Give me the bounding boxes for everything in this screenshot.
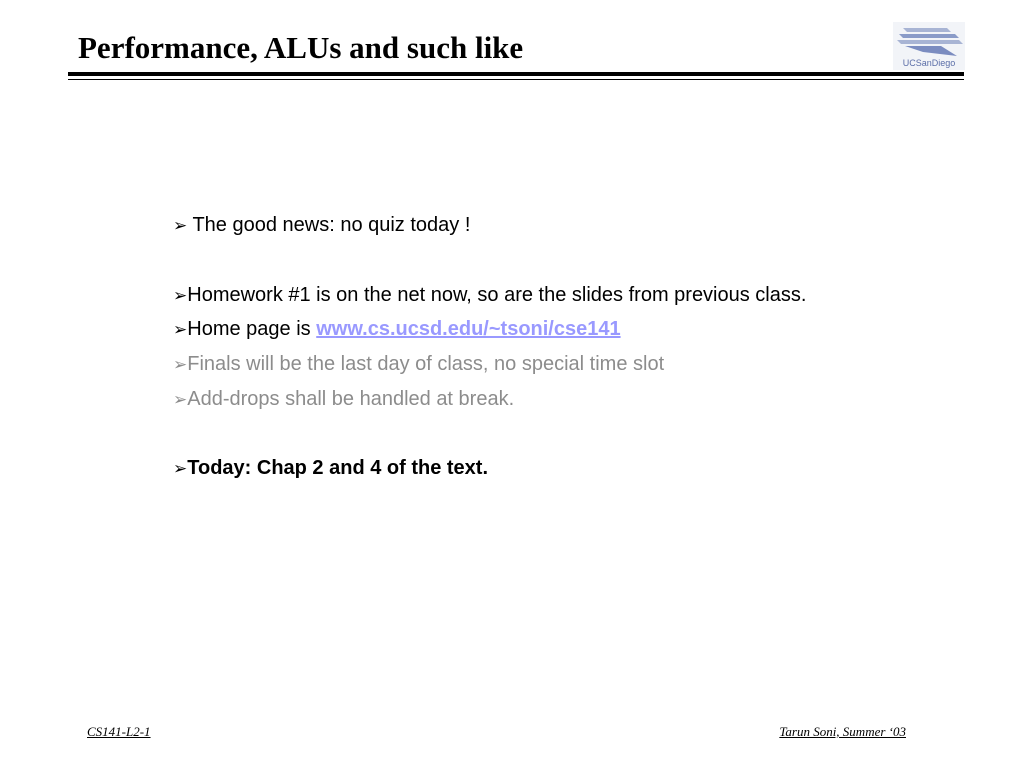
title-divider — [68, 72, 964, 76]
bullet-arrow-icon: ➢ — [173, 286, 188, 306]
bullet-today — [173, 453, 873, 485]
title-divider-thin — [68, 79, 964, 80]
bullet-homework — [173, 280, 873, 312]
bullet-arrow-icon: ➢ — [173, 390, 188, 410]
bullet-text: Homework #1 is on the net now, so are the slides from previous class. — [187, 284, 807, 306]
bullet-arrow-icon: ➢ — [173, 459, 188, 479]
bullet-arrow-icon: ➢ — [173, 320, 188, 340]
bullet-homepage — [173, 314, 873, 346]
footer-author: Tarun Soni, Summer ‘03 — [779, 724, 906, 739]
bullet-arrow-icon: ➢ — [173, 216, 188, 236]
bullet-text: Add-drops shall be handled at break. — [187, 388, 515, 410]
bullet-quiz — [173, 210, 873, 242]
footer-slide-id: CS141-L2-1 — [87, 724, 151, 739]
slide-title: Performance, ALUs and such like — [78, 30, 524, 65]
homepage-link[interactable]: www.cs.ucsd.edu/~tsoni/cse141 — [316, 318, 621, 340]
bullet-text: Finals will be the last day of class, no special time slot — [187, 353, 665, 375]
svg-text:UCSanDiego: UCSanDiego — [902, 58, 956, 68]
bullet-finals — [173, 349, 873, 381]
bullet-text: The good news: no quiz today ! — [187, 214, 471, 236]
ucsd-logo — [893, 22, 965, 70]
bullet-list — [173, 210, 873, 485]
bullet-add-drops — [173, 384, 873, 416]
bullet-arrow-icon: ➢ — [173, 355, 188, 375]
bullet-text: Today: Chap 2 and 4 of the text. — [187, 457, 489, 479]
bullet-text: Home page is — [187, 318, 317, 340]
